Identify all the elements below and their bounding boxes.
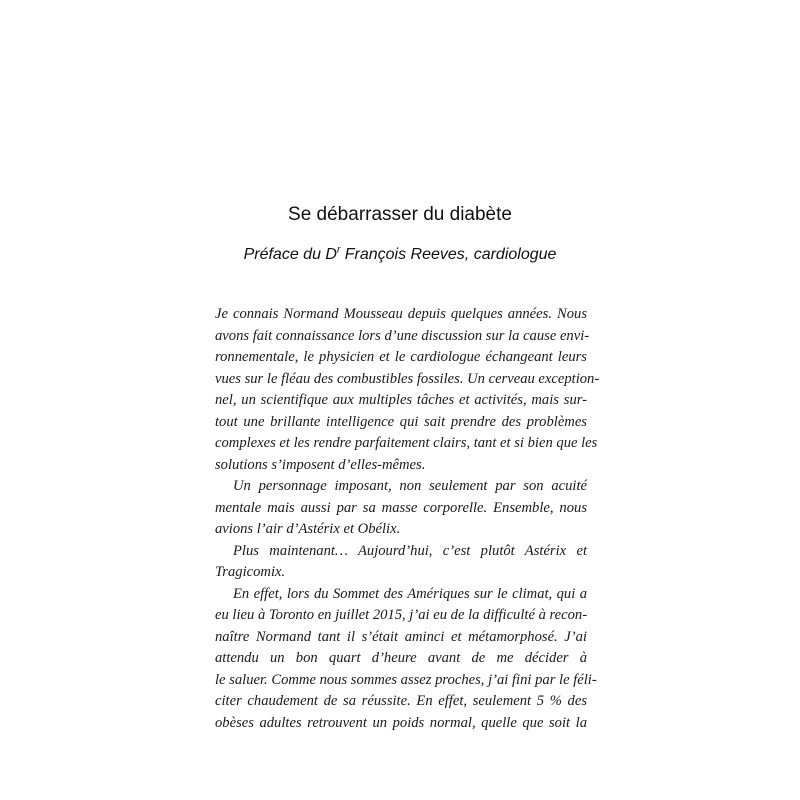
text-line: tout une brillante intelligence qui sait prendre des problèmes [215, 413, 587, 430]
text-line: mentale mais aussi par sa masse corporelle. Ensemble, nous [215, 499, 587, 516]
text-line: eu lieu à Toronto en juillet 2015, j’ai eu de la difficulté à recon- [215, 607, 588, 623]
text-line: Tragicomix. [215, 564, 286, 580]
subtitle-prefix: Préface du D [243, 246, 337, 263]
text-line: nel, un scientifique aux multiples tâches et activités, mais sur- [215, 392, 587, 408]
text-line: complexes et les rendre parfaitement clairs, tant et si bien que les [215, 435, 598, 451]
text-line: attendu un bon quart d’heure avant de me décider à [215, 650, 587, 666]
text-line: le saluer. Comme nous sommes assez proches, j’ai fini par le féli- [215, 671, 597, 688]
chapter-title: Se débarrasser du diabète [288, 204, 512, 225]
text-line: avions l’air d’Astérix et Obélix. [215, 521, 401, 537]
text-line: naître Normand tant il s’était aminci et métamorphosé. J’ai [215, 628, 587, 645]
text-line: vues sur le fléau des combustibles fossiles. Un cerveau exception- [215, 370, 600, 387]
text-line: solutions s’imposent d’elles-mêmes. [215, 456, 426, 473]
text-line: obèses adultes retrouvent un poids normal, quelle que soit la [215, 714, 587, 731]
subtitle-suffix: François Reeves, cardiologue [340, 246, 557, 263]
text-line: Plus maintenant… Aujourd’hui, c’est plutôt Astérix et [233, 542, 587, 559]
preface-body [215, 304, 600, 734]
text-line: Un personnage imposant, non seulement par son acuité [233, 478, 587, 494]
text-line: En effet, lors du Sommet des Amériques sur le climat, qui a [233, 585, 587, 602]
text-line: avons fait connaissance lors d’une discussion sur la cause envi- [215, 327, 590, 344]
text-line: ronnementale, le physicien et le cardiologue échangeant leurs [215, 349, 587, 365]
subtitle-superscript: r [336, 244, 341, 256]
preface-subtitle [0, 245, 800, 265]
text-line: citer chaudement de sa réussite. En effet, seulement 5 % des [215, 693, 587, 709]
text-line: Je connais Normand Mousseau depuis quelques années. Nous [215, 306, 587, 322]
